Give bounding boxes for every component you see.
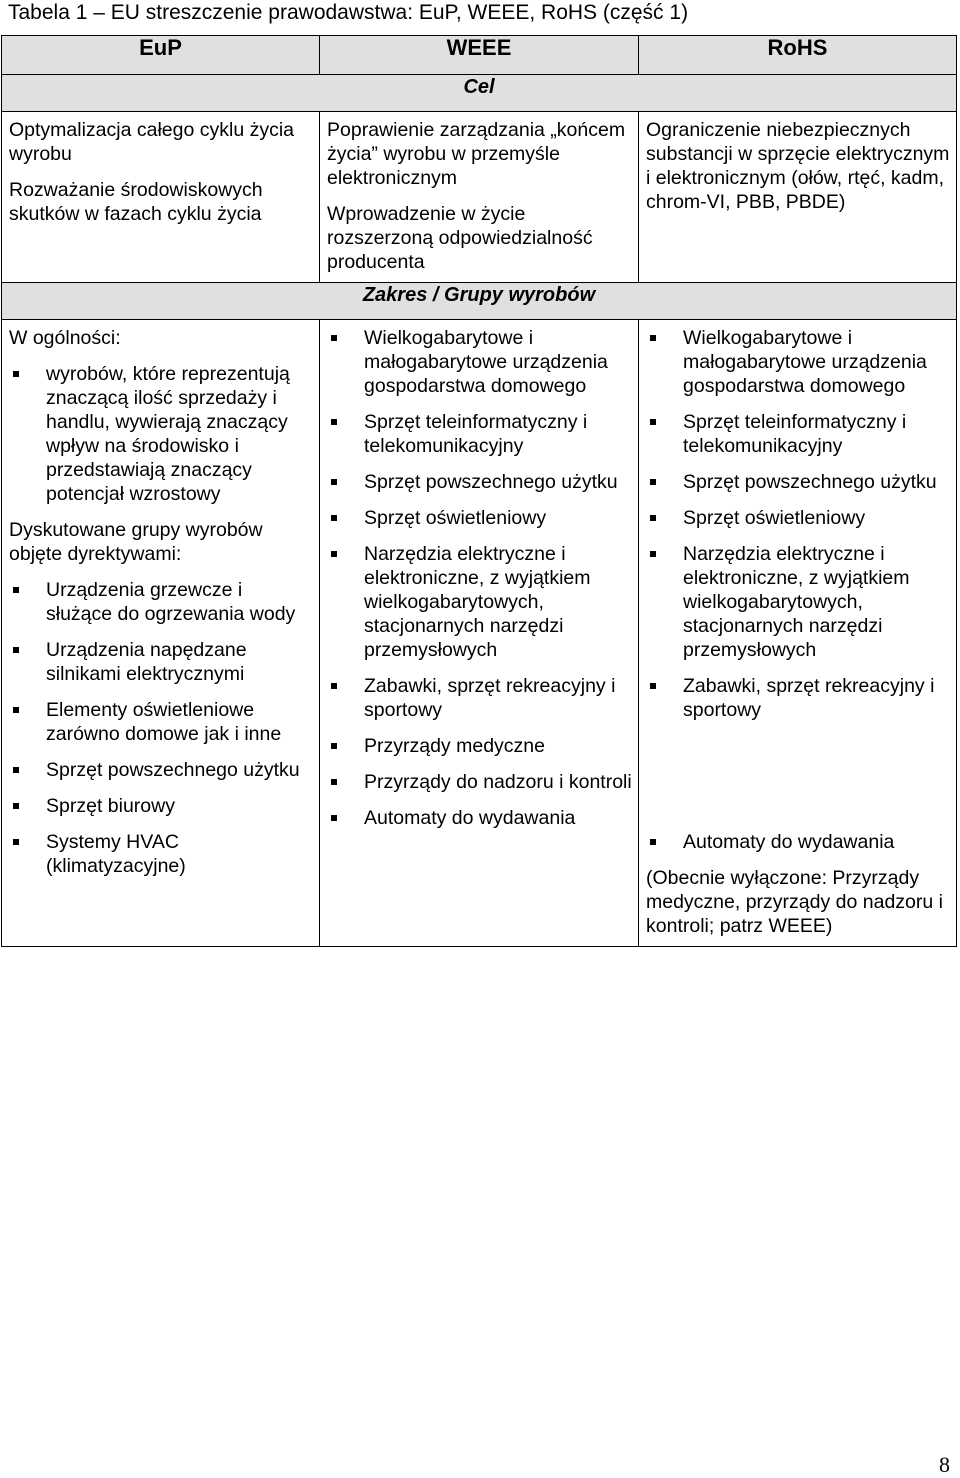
cel-weee-text: Wprowadzenie w życie rozszerzoną odpowiedzialność producenta	[327, 203, 593, 273]
list-item	[327, 326, 632, 398]
cel-eup-text: Optymalizacja całego cyklu życia wyrobu	[9, 119, 295, 165]
cel-weee-cell	[320, 112, 639, 283]
list-item-text: Sprzęt biurowy	[46, 795, 175, 817]
list-item	[327, 770, 632, 794]
bullet-icon	[13, 647, 19, 653]
legislation-table	[1, 35, 957, 947]
list-item-text: Zabawki, sprzęt rekreacyjny i sportowy	[683, 675, 935, 721]
cel-weee-text: Poprawienie zarządzania „końcem życia” wyrobu w przemyśle elektronicznym	[327, 119, 626, 189]
list-item-text: Wielkogabarytowe i małogabarytowe urządzenia gospodarstwa domowego	[364, 327, 608, 397]
list-item	[9, 362, 313, 506]
list-item	[646, 326, 950, 398]
bullet-icon	[331, 335, 337, 341]
list-item-text: Systemy HVAC (klimatyzacyjne)	[46, 831, 186, 877]
column-header-rohs: RoHS	[639, 36, 957, 75]
zakres-eup-cell	[2, 320, 320, 947]
bullet-icon	[331, 779, 337, 785]
zakres-weee-cell	[320, 320, 639, 947]
list-item	[9, 578, 313, 626]
bullet-icon	[331, 515, 337, 521]
list-item-text: Sprzęt powszechnego użytku	[364, 471, 618, 493]
list-item	[646, 470, 950, 494]
list-item	[646, 542, 950, 662]
bullet-icon	[13, 707, 19, 713]
zakres-eup-general-list	[9, 362, 313, 506]
cel-rohs-cell	[639, 112, 957, 283]
list-item-text: Przyrządy do nadzoru i kontroli	[364, 771, 632, 793]
column-header-eup: EuP	[2, 36, 320, 75]
list-item	[9, 794, 313, 818]
list-item	[646, 410, 950, 458]
list-item-text: Sprzęt teleinformatyczny i telekomunikacyjny	[364, 411, 588, 457]
bullet-icon	[331, 419, 337, 425]
bullet-icon	[650, 419, 656, 425]
cel-eup-text: Rozważanie środowiskowych skutków w fazach cyklu życia	[9, 179, 263, 225]
cel-row	[2, 112, 957, 283]
list-item-text: Sprzęt oświetleniowy	[364, 507, 547, 529]
list-item-text: Sprzęt powszechnego użytku	[46, 759, 300, 781]
zakres-eup-intro: W ogólności:	[9, 327, 121, 349]
list-item	[327, 542, 632, 662]
table-caption: Tabela 1 – EU streszczenie prawodawstwa: EuP, WEEE, RoHS (część 1)	[8, 1, 689, 24]
list-item	[9, 758, 313, 782]
list-item-text: Sprzęt powszechnego użytku	[683, 471, 937, 493]
section-row-zakres	[2, 283, 957, 320]
bullet-icon	[650, 335, 656, 341]
section-row-cel	[2, 75, 957, 112]
bullet-icon	[13, 767, 19, 773]
list-item-text: Automaty do wydawania	[364, 807, 576, 829]
list-item-text: Urządzenia napędzane silnikami elektrycznymi	[46, 639, 247, 685]
bullet-icon	[331, 683, 337, 689]
bullet-icon	[13, 371, 19, 377]
list-item-text: Sprzęt oświetleniowy	[683, 507, 866, 529]
cel-eup-cell	[2, 112, 320, 283]
list-item-text: Narzędzia elektryczne i elektroniczne, z wyjątkiem wielkogabarytowych, stacjonarnych narzędzi przemysłowych	[683, 543, 910, 661]
list-item	[327, 410, 632, 458]
cel-rohs-text: Ograniczenie niebezpiecznych substancji w sprzęcie elektrycznym i elektronicznym (ołów, rtęć, kadm, chrom-VI, PBB, PBDE)	[646, 119, 950, 213]
bullet-icon	[650, 683, 656, 689]
section-title-zakres: Zakres / Grupy wyrobów	[2, 283, 957, 320]
list-item	[9, 830, 313, 878]
list-item-text: Elementy oświetleniowe zarówno domowe jak i inne	[46, 699, 282, 745]
list-item	[646, 674, 950, 722]
bullet-icon	[331, 479, 337, 485]
list-item-text: Przyrządy medyczne	[364, 735, 545, 757]
list-item-text: Sprzęt teleinformatyczny i telekomunikacyjny	[683, 411, 907, 457]
zakres-weee-list	[327, 326, 632, 830]
page-number: 8	[939, 1452, 950, 1477]
bullet-icon	[331, 743, 337, 749]
zakres-row	[2, 320, 957, 947]
column-header-weee: WEEE	[320, 36, 639, 75]
bullet-icon	[650, 551, 656, 557]
list-item	[327, 734, 632, 758]
bullet-icon	[650, 515, 656, 521]
list-item	[327, 506, 632, 530]
list-item-text: Wielkogabarytowe i małogabarytowe urządzenia gospodarstwa domowego	[683, 327, 927, 397]
bullet-icon	[331, 551, 337, 557]
list-item-text: Narzędzia elektryczne i elektroniczne, z wyjątkiem wielkogabarytowych, stacjonarnych narzędzi przemysłowych	[364, 543, 591, 661]
list-item-text: Zabawki, sprzęt rekreacyjny i sportowy	[364, 675, 616, 721]
column-header-row	[2, 36, 957, 75]
list-item-text: Automaty do wydawania	[683, 831, 895, 853]
bullet-icon	[13, 587, 19, 593]
zakres-eup-groups-list	[9, 578, 313, 878]
zakres-rohs-cell	[639, 320, 957, 947]
bullet-icon	[331, 815, 337, 821]
bullet-icon	[13, 803, 19, 809]
list-item	[327, 674, 632, 722]
zakres-rohs-list	[646, 326, 950, 854]
section-title-cel: Cel	[2, 75, 957, 112]
list-item	[9, 698, 313, 746]
list-item	[646, 830, 950, 854]
list-item-text: wyrobów, które reprezentują znaczącą ilość sprzedaży i handlu, wywierają znaczący wpływ na środowisko i przedstawiają znaczący potencjał wzrostowy	[46, 363, 290, 505]
list-item	[9, 638, 313, 686]
list-item	[327, 470, 632, 494]
zakres-eup-discussed: Dyskutowane grupy wyrobów objęte dyrektywami:	[9, 519, 263, 565]
bullet-icon	[13, 839, 19, 845]
list-item	[327, 806, 632, 830]
list-item-text: Urządzenia grzewcze i służące do ogrzewania wody	[46, 579, 296, 625]
bullet-icon	[650, 839, 656, 845]
bullet-icon	[650, 479, 656, 485]
rohs-exclusion-note: (Obecnie wyłączone: Przyrządy medyczne, przyrządy do nadzoru i kontroli; patrz WEEE)	[646, 867, 943, 937]
list-item	[646, 506, 950, 530]
